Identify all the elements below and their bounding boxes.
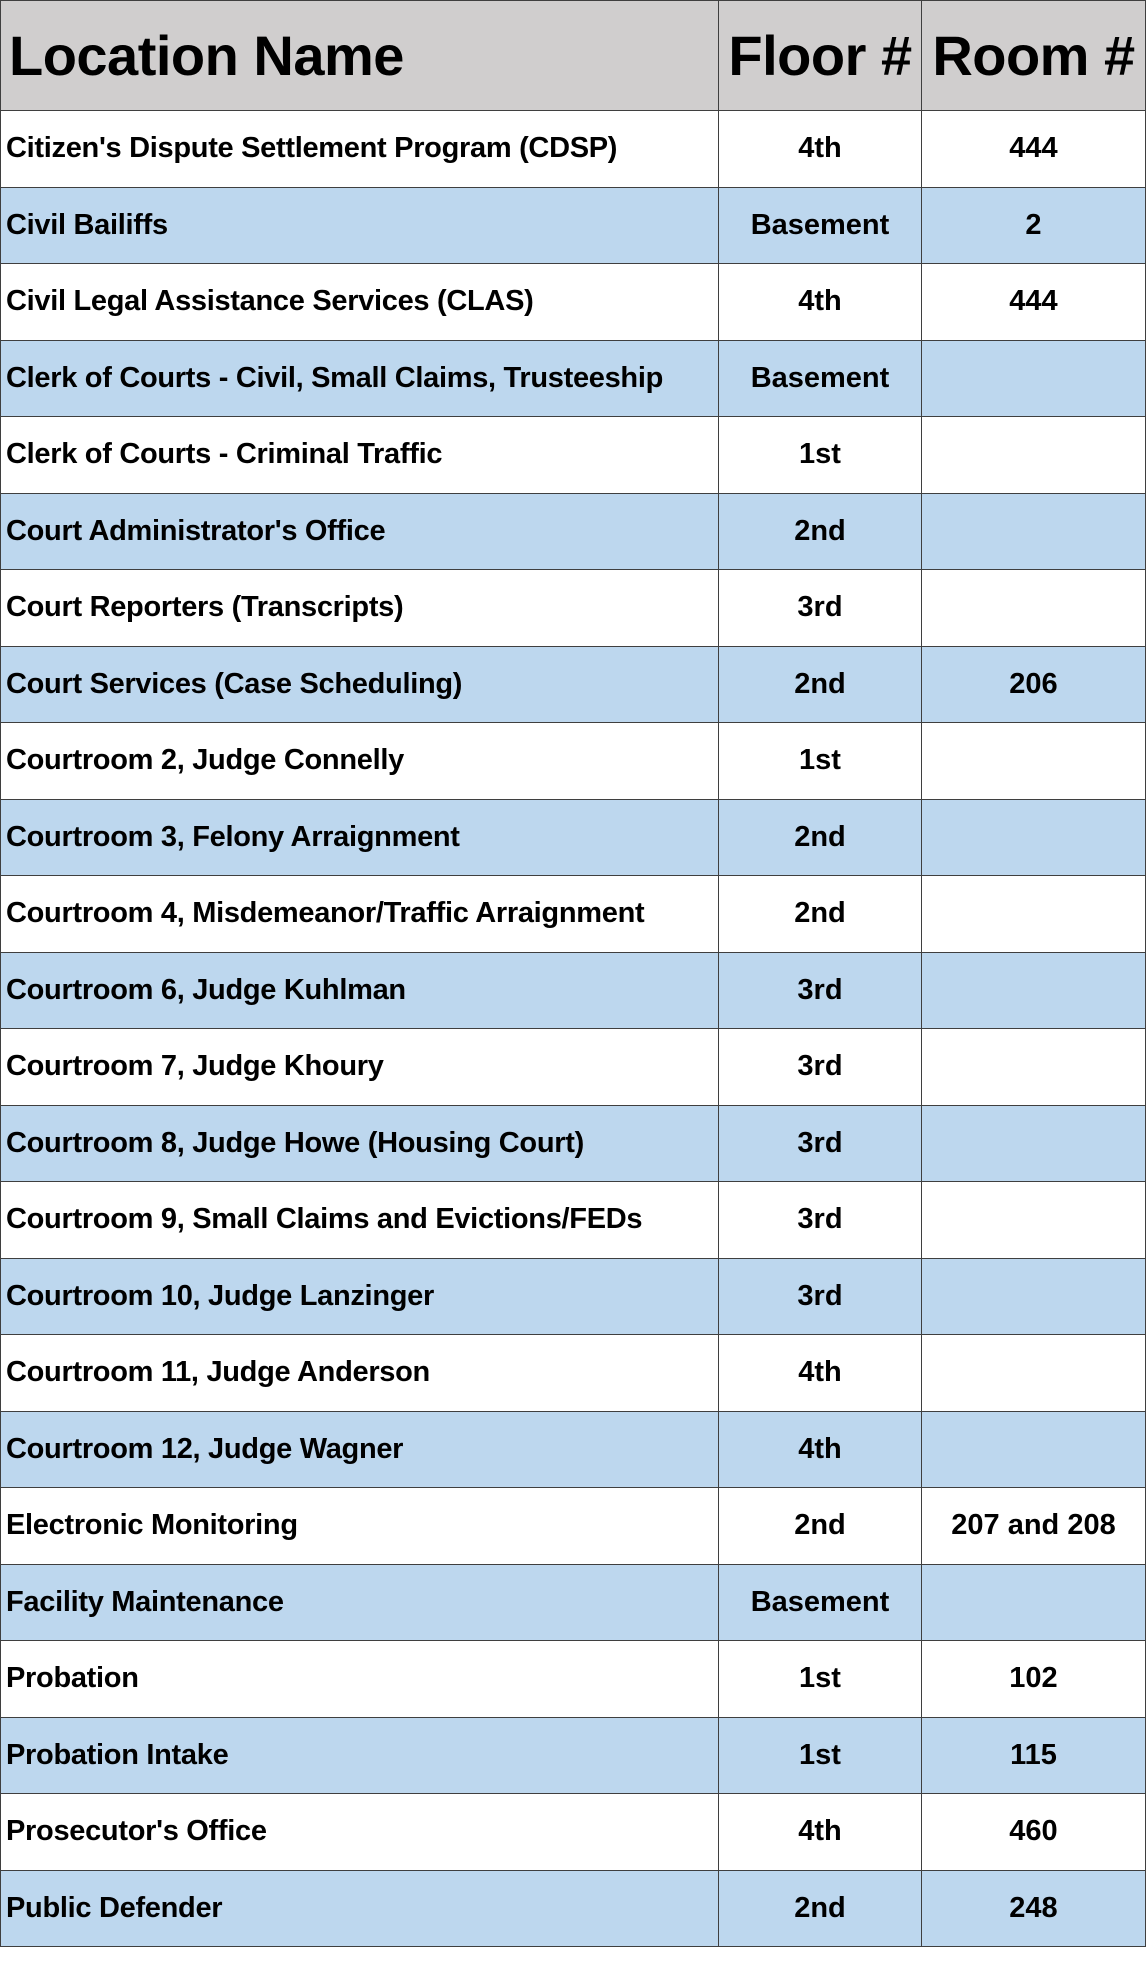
room-cell[interactable] (922, 1105, 1146, 1182)
floor-cell[interactable]: 3rd (719, 1258, 922, 1335)
header-location-name[interactable]: Location Name (1, 1, 719, 111)
floor-cell[interactable]: 4th (719, 1411, 922, 1488)
table-row (1, 1870, 1146, 1947)
floor-cell[interactable]: Basement (719, 187, 922, 264)
floor-cell[interactable]: 2nd (719, 646, 922, 723)
room-cell[interactable] (922, 952, 1146, 1029)
location-name-cell[interactable]: Civil Bailiffs (1, 187, 719, 264)
floor-cell[interactable]: Basement (719, 1564, 922, 1641)
room-cell[interactable]: 102 (922, 1641, 1146, 1718)
table-row (1, 646, 1146, 723)
location-name-cell[interactable]: Citizen's Dispute Settlement Program (CDSP) (1, 111, 719, 188)
table-row (1, 723, 1146, 800)
table-row (1, 493, 1146, 570)
room-cell[interactable] (922, 723, 1146, 800)
table-row (1, 1794, 1146, 1871)
location-name-cell[interactable]: Courtroom 11, Judge Anderson (1, 1335, 719, 1412)
floor-cell[interactable]: 3rd (719, 1182, 922, 1259)
location-name-cell[interactable]: Clerk of Courts - Criminal Traffic (1, 417, 719, 494)
floor-cell[interactable]: 2nd (719, 493, 922, 570)
location-name-cell[interactable]: Courtroom 4, Misdemeanor/Traffic Arraignment (1, 876, 719, 953)
room-cell[interactable] (922, 1029, 1146, 1106)
table-row (1, 187, 1146, 264)
floor-cell[interactable]: 3rd (719, 570, 922, 647)
table-row (1, 1029, 1146, 1106)
location-name-cell[interactable]: Prosecutor's Office (1, 1794, 719, 1871)
room-cell[interactable] (922, 1411, 1146, 1488)
table-row (1, 1717, 1146, 1794)
location-name-cell[interactable]: Electronic Monitoring (1, 1488, 719, 1565)
header-floor-number[interactable]: Floor # (719, 1, 922, 111)
table-row (1, 1105, 1146, 1182)
floor-cell[interactable]: 4th (719, 1794, 922, 1871)
location-name-cell[interactable]: Courtroom 9, Small Claims and Evictions/FEDs (1, 1182, 719, 1259)
table-row (1, 1488, 1146, 1565)
floor-cell[interactable]: 3rd (719, 952, 922, 1029)
header-row (1, 1, 1146, 111)
table-row (1, 417, 1146, 494)
room-cell[interactable]: 2 (922, 187, 1146, 264)
room-cell[interactable] (922, 1182, 1146, 1259)
floor-cell[interactable]: 3rd (719, 1029, 922, 1106)
room-cell[interactable]: 248 (922, 1870, 1146, 1947)
table-row (1, 799, 1146, 876)
room-cell[interactable]: 460 (922, 1794, 1146, 1871)
room-cell[interactable] (922, 340, 1146, 417)
table-row (1, 1411, 1146, 1488)
floor-cell[interactable]: 2nd (719, 1870, 922, 1947)
room-cell[interactable]: 115 (922, 1717, 1146, 1794)
location-name-cell[interactable]: Courtroom 3, Felony Arraignment (1, 799, 719, 876)
location-name-cell[interactable]: Probation (1, 1641, 719, 1718)
floor-cell[interactable]: 4th (719, 1335, 922, 1412)
floor-cell[interactable]: 3rd (719, 1105, 922, 1182)
room-cell[interactable] (922, 1564, 1146, 1641)
table-row (1, 1564, 1146, 1641)
floor-cell[interactable]: 1st (719, 1717, 922, 1794)
location-name-cell[interactable]: Courtroom 8, Judge Howe (Housing Court) (1, 1105, 719, 1182)
room-cell[interactable]: 444 (922, 264, 1146, 341)
floor-cell[interactable]: 2nd (719, 876, 922, 953)
room-cell[interactable] (922, 799, 1146, 876)
room-cell[interactable]: 206 (922, 646, 1146, 723)
location-name-cell[interactable]: Clerk of Courts - Civil, Small Claims, Trusteeship (1, 340, 719, 417)
room-cell[interactable]: 444 (922, 111, 1146, 188)
table-row (1, 952, 1146, 1029)
floor-cell[interactable]: 2nd (719, 1488, 922, 1565)
table-body (1, 111, 1146, 1947)
table-row (1, 1182, 1146, 1259)
header-room-number[interactable]: Room # (922, 1, 1146, 111)
room-cell[interactable] (922, 876, 1146, 953)
location-name-cell[interactable]: Probation Intake (1, 1717, 719, 1794)
floor-cell[interactable]: 1st (719, 723, 922, 800)
location-name-cell[interactable]: Public Defender (1, 1870, 719, 1947)
floor-cell[interactable]: 1st (719, 1641, 922, 1718)
location-name-cell[interactable]: Court Reporters (Transcripts) (1, 570, 719, 647)
room-cell[interactable] (922, 493, 1146, 570)
floor-cell[interactable]: 1st (719, 417, 922, 494)
location-name-cell[interactable]: Courtroom 2, Judge Connelly (1, 723, 719, 800)
table-row (1, 1258, 1146, 1335)
floor-cell[interactable]: 4th (719, 111, 922, 188)
floor-cell[interactable]: Basement (719, 340, 922, 417)
table-header (1, 1, 1146, 111)
location-name-cell[interactable]: Court Services (Case Scheduling) (1, 646, 719, 723)
floor-cell[interactable]: 2nd (719, 799, 922, 876)
room-cell[interactable] (922, 570, 1146, 647)
location-name-cell[interactable]: Courtroom 6, Judge Kuhlman (1, 952, 719, 1029)
location-name-cell[interactable]: Courtroom 10, Judge Lanzinger (1, 1258, 719, 1335)
location-name-cell[interactable]: Courtroom 12, Judge Wagner (1, 1411, 719, 1488)
location-name-cell[interactable]: Civil Legal Assistance Services (CLAS) (1, 264, 719, 341)
table-row (1, 1335, 1146, 1412)
room-cell[interactable] (922, 1258, 1146, 1335)
table-row (1, 876, 1146, 953)
table-row (1, 340, 1146, 417)
room-cell[interactable] (922, 417, 1146, 494)
table-row (1, 1641, 1146, 1718)
table-row (1, 264, 1146, 341)
table-row (1, 570, 1146, 647)
table-row (1, 111, 1146, 188)
room-cell[interactable] (922, 1335, 1146, 1412)
location-name-cell[interactable]: Courtroom 7, Judge Khoury (1, 1029, 719, 1106)
floor-cell[interactable]: 4th (719, 264, 922, 341)
location-name-cell[interactable]: Court Administrator's Office (1, 493, 719, 570)
room-cell[interactable]: 207 and 208 (922, 1488, 1146, 1565)
location-name-cell[interactable]: Facility Maintenance (1, 1564, 719, 1641)
